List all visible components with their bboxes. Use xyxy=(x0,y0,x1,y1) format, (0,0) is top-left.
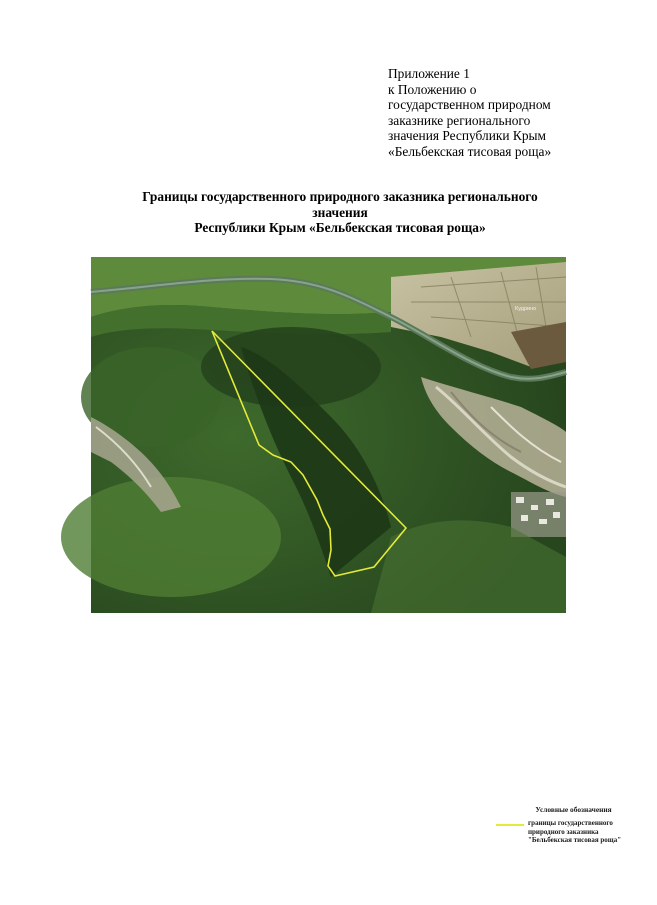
title-line: значения xyxy=(312,204,368,220)
legend-entry-line: границы государственного xyxy=(528,819,613,827)
appendix-line: «Бельбекская тисовая роща» xyxy=(388,143,552,159)
appendix-line: Приложение 1 xyxy=(388,66,470,81)
reserve-boundary-line xyxy=(212,331,406,576)
document-title xyxy=(90,189,590,236)
legend-entry xyxy=(528,819,621,845)
legend-title: Условные обозначения xyxy=(535,805,612,814)
map-legend xyxy=(490,800,657,868)
appendix-line: к Положению о xyxy=(388,81,477,97)
appendix-line: государственном природном xyxy=(388,97,551,113)
village-label: Кудрино xyxy=(515,306,537,312)
title-line: Границы государственного природного заказника регионального xyxy=(142,189,538,204)
appendix-note xyxy=(388,66,628,160)
reserve-boundary xyxy=(91,257,566,613)
legend-entry-line: "Бельбекская тисовая роща" xyxy=(528,836,622,845)
legend-entry-line: природного заказника xyxy=(528,827,599,836)
satellite-map xyxy=(91,257,622,845)
legend-boundary-swatch xyxy=(496,824,524,826)
appendix-line: заказнике регионального xyxy=(388,112,531,128)
appendix-line: значения Республики Крым xyxy=(388,128,546,144)
title-line: Республики Крым «Бельбекская тисовая роща» xyxy=(194,220,486,236)
